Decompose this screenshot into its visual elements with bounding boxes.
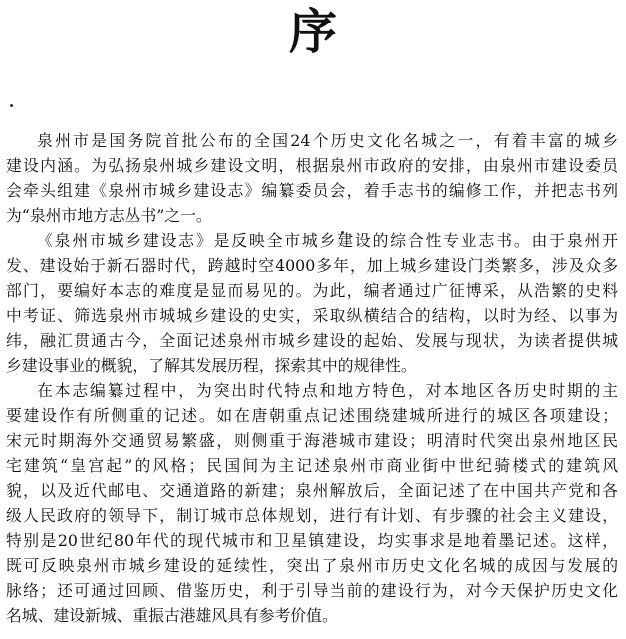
text-line: 为“泉州市地方志丛书”之一。: [6, 206, 212, 225]
text-line: 乡建设事业的概貌，了解其发展历程，探索其中的规律性。: [6, 356, 417, 375]
text-line: 纬，融汇贯通古今，全面记述泉州市城乡建设的起始、发展与现状，为读者提供城: [6, 331, 618, 350]
print-speck: [10, 104, 13, 107]
text-line: 《泉州市城乡建设志》是反映全市城乡建设的综合性专业志书。由于泉州开: [37, 231, 618, 250]
text-line: 级人民政府的领导下，制订城市总体规划，进行有计划、有步骤的社会主义建设，: [6, 506, 618, 525]
text-line: 名城、建设新城、重振古港雄风具有参考价值。: [6, 606, 338, 625]
text-line: 特别是20世纪80年代的现代城市和卫星镇建设，均实事求是地着墨记述。这样，: [6, 531, 618, 550]
text-line: 宅建筑“皇宫起”的风格；民国间为主记述泉州市商业街中世纪骑楼式的建筑风: [6, 456, 618, 475]
text-line: 泉州市是国务院首批公布的全国24个历史文化名城之一，有着丰富的城乡: [37, 131, 618, 150]
text-line: 会牵头组建《泉州市城乡建设志》编纂委员会，着手志书的编修工作，并把志书列: [6, 181, 618, 200]
text-line: 貌，以及近代邮电、交通道路的新建；泉州解放后，全面记述了在中国共产党和各: [6, 481, 618, 500]
text-line: 脉络；还可通过回顾、借鉴历史，利于引导当前的建设行为，对今天保护历史文化: [6, 581, 618, 600]
text-line: 中考证、筛选泉州市城城乡建设的史实，采取纵横结合的结构，以时为经、以事为: [6, 306, 618, 325]
preface-body: [6, 128, 618, 628]
text-line: 既可反映泉州市城乡建设的延续性，突出了泉州市历史文化名城的成因与发展的: [6, 556, 618, 575]
text-line: 发、建设始于新石器时代，跨越时空4000多年，加上城乡建设门类繁多，涉及众多: [6, 256, 618, 275]
text-line: 部门，要编好本志的难度是显而易见的。为此，编者通过广征博采，从浩繁的史料: [6, 281, 618, 300]
text-line: 宋元时期海外交通贸易繁盛，则侧重于海港城市建设；明清时代突出泉州地区民: [6, 431, 618, 450]
text-line: 要建设作有所侧重的记述。如在唐朝重点记述围绕建城所进行的城区各项建设；: [6, 406, 618, 425]
text-line: 在本志编纂过程中，为突出时代特点和地方特色，对本地区各历史时期的主: [37, 381, 618, 400]
text-line: 建设内涵。为弘扬泉州城乡建设文明，根据泉州市政府的安排，由泉州市建设委员: [6, 156, 618, 175]
page-title: 序: [288, 4, 337, 60]
